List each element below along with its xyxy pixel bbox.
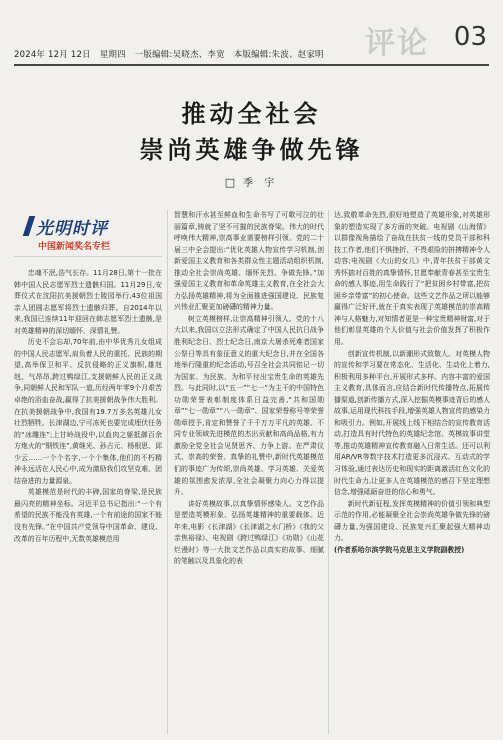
issue-date: 2024年 12月 12日 xyxy=(14,50,91,60)
body-column-2 xyxy=(174,210,324,734)
column-divider xyxy=(167,210,168,734)
paragraph: 创新宣传机制,以新潮形式致敬人。对英模人物的宣传和学习要在常态化、生活化、生动化上着力,积极利用多种平台,开展形式多样、内容丰富的爱国主义教育,具体而言,应结合新时代传播特点,拓展传播渠道,创新传播方式,深入挖掘英模事迹背后的感人故事,运用现代科技手段,增强英雄人物宣传的感染力和吸引力。例如,开展线上线下相结合的宣传教育活动,打造具有时代特色的英雄纪念馆、英模故事讲堂等,推动英雄精神宣传教育融入日常生活。还可以利用AR/VR等数字技术打造更多沉浸式、互动式的学习体验,通过表达历史和现实的距离激活红色文化的时代生命力,让更多人在英雄模范的感召下坚定理想信念,增强砥砺奋进的信心和勇气。 xyxy=(334,349,490,497)
column-badge-subtitle: 中国新闻奖名专栏 xyxy=(38,242,111,252)
author-affiliation-note: (作者系哈尔滨学院马克思主义学院副教授) xyxy=(334,545,465,554)
editor-info: 一版编辑:吴晓杰、李宽 xyxy=(134,50,225,60)
paragraph: 树立英模榜样,让崇高精神引领人。党的十八大以来,我国以立法形式确定了中国人民抗日战争胜利纪念日、烈士纪念日,南京大屠杀死难者国家公祭日等具有象征意义的重大纪念日,并在全国各地举行隆重的纪念活动,号召全社会共同铭记一切为国家、为民族、为和平付出宝贵生命的英雄先烈。与此同时,以“五一”“七一”为主干的中国特色功勋荣誉表彰制度体系日益完善,“共和国勋章”“七一勋章”“八一勋章”、国家荣誉称号等荣誉勋章授予,肯定和赞誉了千千万万平凡的英雄、不同专业领域先进模范的杰出贡献和高尚品格,有力激励全党全社会见贤思齐、力争上游。在严肃仪式、崇高的荣誉、真挚的礼赞中,新时代英雄模范们的事迹广为传颂,崇尚英雄、学习英雄、关爱英雄的氛围愈发浓厚,全社会凝聚力向心力得以提升。 xyxy=(174,314,324,497)
body-column-3 xyxy=(334,210,490,734)
paragraph: 英雄模范是时代的丰碑,国家的脊梁,是民族最闪亮的精神坐标。习近平总书记指出:“一个有希望的民族不能没有英雄,一个有前途的国家不能没有先锋。”在中国共产党领导中国革命、建设、改革的百年历程中,无数英雄模范用 xyxy=(14,488,162,543)
column-badge xyxy=(14,214,162,260)
paragraph: 讲好英模故事,以真挚情怀感染人。文艺作品是塑造英模形象、弘扬英雄精神的重要载体。近年来,电影《长津湖》《长津湖之水门桥》《我的父亲焦裕禄》、电视剧《跨过鸭绿江》《功勋》《山花烂漫时》等一大批文艺作品以真实的故事、细腻的笔触以及具象化的表 xyxy=(174,499,324,566)
badge-slash-mark xyxy=(23,216,35,236)
column-divider xyxy=(328,210,329,734)
body-column-1 xyxy=(14,268,162,734)
section-name: 评论 xyxy=(365,26,429,61)
author-name: 季 宇 xyxy=(243,178,279,189)
header-rule xyxy=(14,64,489,66)
author-box-glyph: □ xyxy=(224,176,240,189)
page-header xyxy=(0,0,503,70)
page-number: 03 xyxy=(453,22,487,52)
paragraph: 达,致敬革命先烈,很好地塑造了英雄形象,对英雄形象的塑造实现了多方面的突破。电视剧《山海情》以群像视角描绘了奋战在扶贫一线的党员干部和科技工作者,他们不惧挫折、不畏艰险的拼搏精神令人动容;电视剧《大山的女儿》中,青年扶贫干部黄文秀怀揣对百姓的真挚情怀,甘愿奉献青春甚至宝贵生命的感人事迹,用生命践行了“把贫困乡村带富,把贫困乡亲带富”的初心使命。这些文艺作品之所以能够赢得广泛好评,就在于真实表现了英雄模范的崇高精神与人格魅力,对知情者更是一种宝贵精神财富,对于他们彰显英雄的个人价值与社会价值发挥了积极作用。 xyxy=(334,211,490,347)
column-badge-title: 光明时评 xyxy=(36,219,108,239)
paragraph: 忠魂不泯,浩气长存。11月28日,第十一批在韩中国人民志愿军烈士遗骸归国。11月29日,安葬仪式在沈阳抗美援朝烈士陵园举行,43位祖国亲人团圆志愿军将烈士遗骸归葬。自2014年以来,我国已连续11年迎回在韩志愿军烈士遗骸,是对英雄精神的深切缅怀、深情礼赞。 xyxy=(14,269,162,335)
title-line-1: 推动全社会 xyxy=(181,99,322,128)
issue-weekday: 星期四 xyxy=(99,50,126,60)
title-line-2: 崇尚英雄争做先锋 xyxy=(139,135,364,164)
byline xyxy=(0,174,503,189)
layout-editor-info: 本版编辑:朱波、赵家明 xyxy=(233,50,324,60)
article-title xyxy=(0,96,503,168)
paragraph: 智慧和汗水甚至鲜血和生命书写了可歌可泣的壮丽篇章,铸就了坚不可摧的民族脊梁。伟大的时代呼唤伟大精神,崇高事业需要榜样引领。党的二十届三中全会提出:“优化英雄人物宣传学习机制,创新爱国主义教育和各类群众性主题活动组织机制,推动全社会崇尚英雄、缅怀先烈、争做先锋。”加强爱国主义教育和革命英雄主义教育,在全社会大力弘扬英雄精神,将为全面推进强国建设、民族复兴伟业汇聚更加磅礴的精神力量。 xyxy=(174,211,324,312)
badge-divider xyxy=(14,256,162,257)
paragraph: 历史不会忘却,70年前,由中华优秀儿女组成的中国人民志愿军,肩负着人民的重托、民族的期望,高举保卫和平、反抗侵略的正义旗帜,雄赳赳、气昂昂,跨过鸭绿江,支援朝鲜人民的正义战争,同朝鲜人民和军队一道,历经两年零9个月艰苦卓绝的浴血奋战,赢得了抗美援朝战争伟大胜利。在抗美援朝战争中,我国有19.7万多名英雄儿女壮烈牺牲。长津湖边,宁可冻死也要完成埋伏任务的“冰雕连”;上甘岭战役中,以血肉之躯抵御百余方炮火的“钢铁连”,黄继光、孙占元、杨根思、邱少云……一个个名字,一个个集体,他们的不朽精神永远活在人民心中,成为激励我们攻坚克难、团结奋进的力量源泉。 xyxy=(14,338,162,485)
header-meta xyxy=(14,48,330,60)
paragraph: 新时代新征程,发挥英模精神的价值引领和典型示范的作用,必能凝聚全社会崇尚英雄争做先锋的磅礴力量,为强国建设、民族复兴汇聚起强大精神动力。 xyxy=(334,499,490,543)
